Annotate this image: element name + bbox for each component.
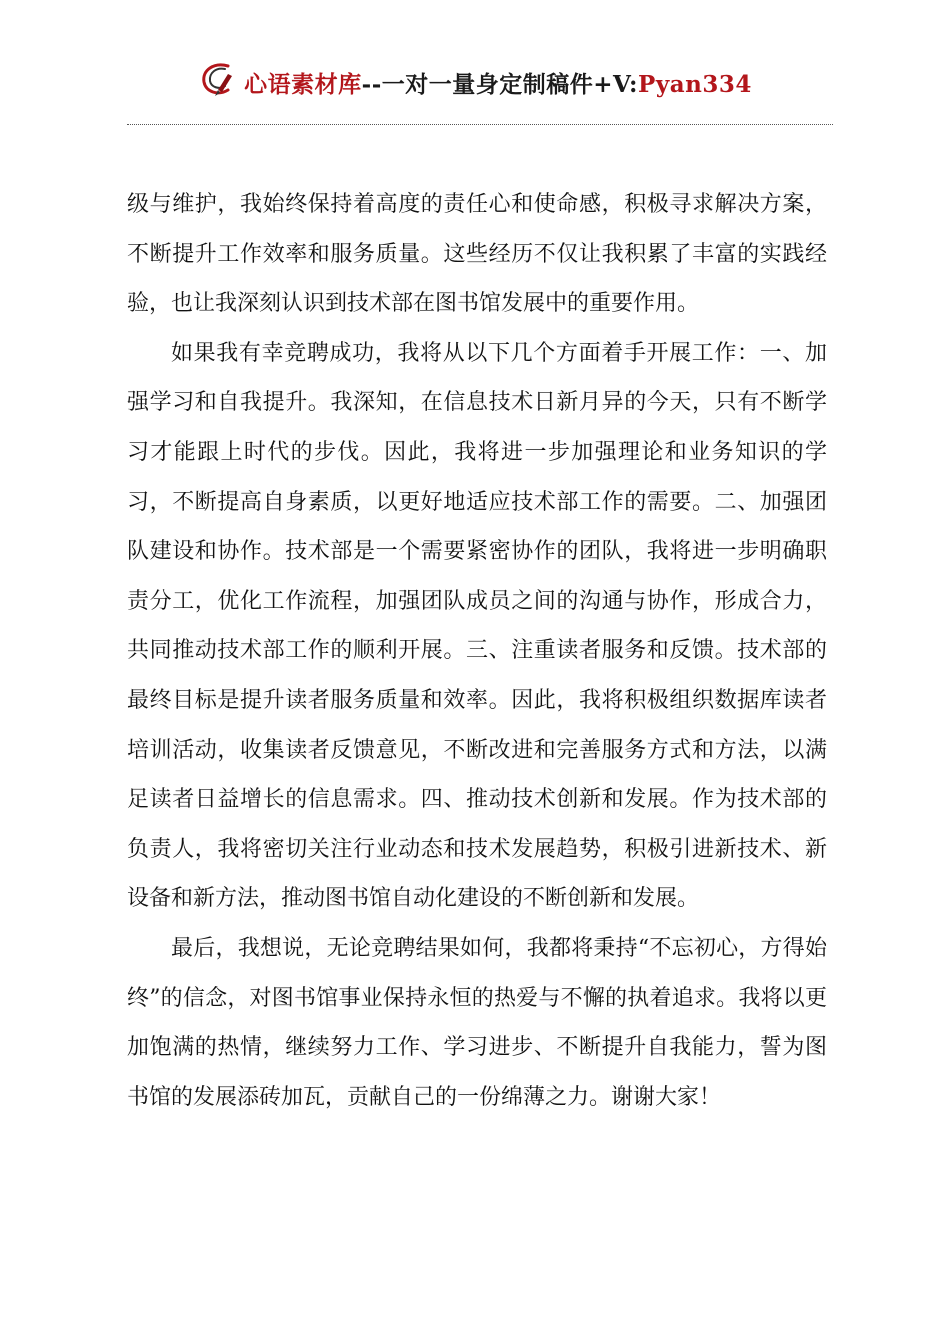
paragraph-3: 最后，我想说，无论竞聘结果如何，我都将秉持“不忘初心，方得始终”的信念，对图书馆事业保持永恒的热爱与不懈的执着追求。我将以更加饱满的热情，继续努力工作、学习进步、不断提升自我能力，誓为图书馆的发展添砖加瓦，贡献自己的一份绵薄之力。谢谢大家！ — [127, 935, 827, 1110]
contact-handle: Pyan334 — [638, 70, 752, 98]
pen-nib-swirl-logo-icon — [198, 60, 242, 100]
header-title — [244, 66, 752, 99]
header-divider — [127, 124, 833, 125]
brand-name: 心语素材库 — [244, 70, 362, 98]
header-separator: -- — [361, 70, 382, 98]
page-header — [0, 58, 950, 106]
document-body — [127, 180, 827, 1122]
paragraph-2: 如果我有幸竞聘成功，我将从以下几个方面着手开展工作：一、加强学习和自我提升。我深知，在信息技术日新月异的今天，只有不断学习才能跟上时代的步伐。因此，我将进一步加强理论和业务知识的学习，不断提高自身素质，以更好地适应技术部工作的需要。二、加强团队建设和协作。技术部是一个需要紧密协作的团队，我将进一步明确职责分工，优化工作流程，加强团队成员之间的沟通与协作，形成合力，共同推动技术部工作的顺利开展。三、注重读者服务和反馈。技术部的最终目标是提升读者服务质量和效率。因此，我将积极组织数据库读者培训活动，收集读者反馈意见，不断改进和完善服务方式和方法，以满足读者日益增长的信息需求。四、推动技术创新和发展。作为技术部的负责人，我将密切关注行业动态和技术发展趋势，积极引进新技术、新设备和新方法，推动图书馆自动化建设的不断创新和发展。 — [127, 340, 827, 912]
paragraph-1: 级与维护，我始终保持着高度的责任心和使命感，积极寻求解决方案，不断提升工作效率和服务质量。这些经历不仅让我积累了丰富的实践经验，也让我深刻认识到技术部在图书馆发展中的重要作用。 — [127, 192, 827, 317]
header-slogan: 一对一量身定制稿件+V: — [381, 70, 639, 98]
